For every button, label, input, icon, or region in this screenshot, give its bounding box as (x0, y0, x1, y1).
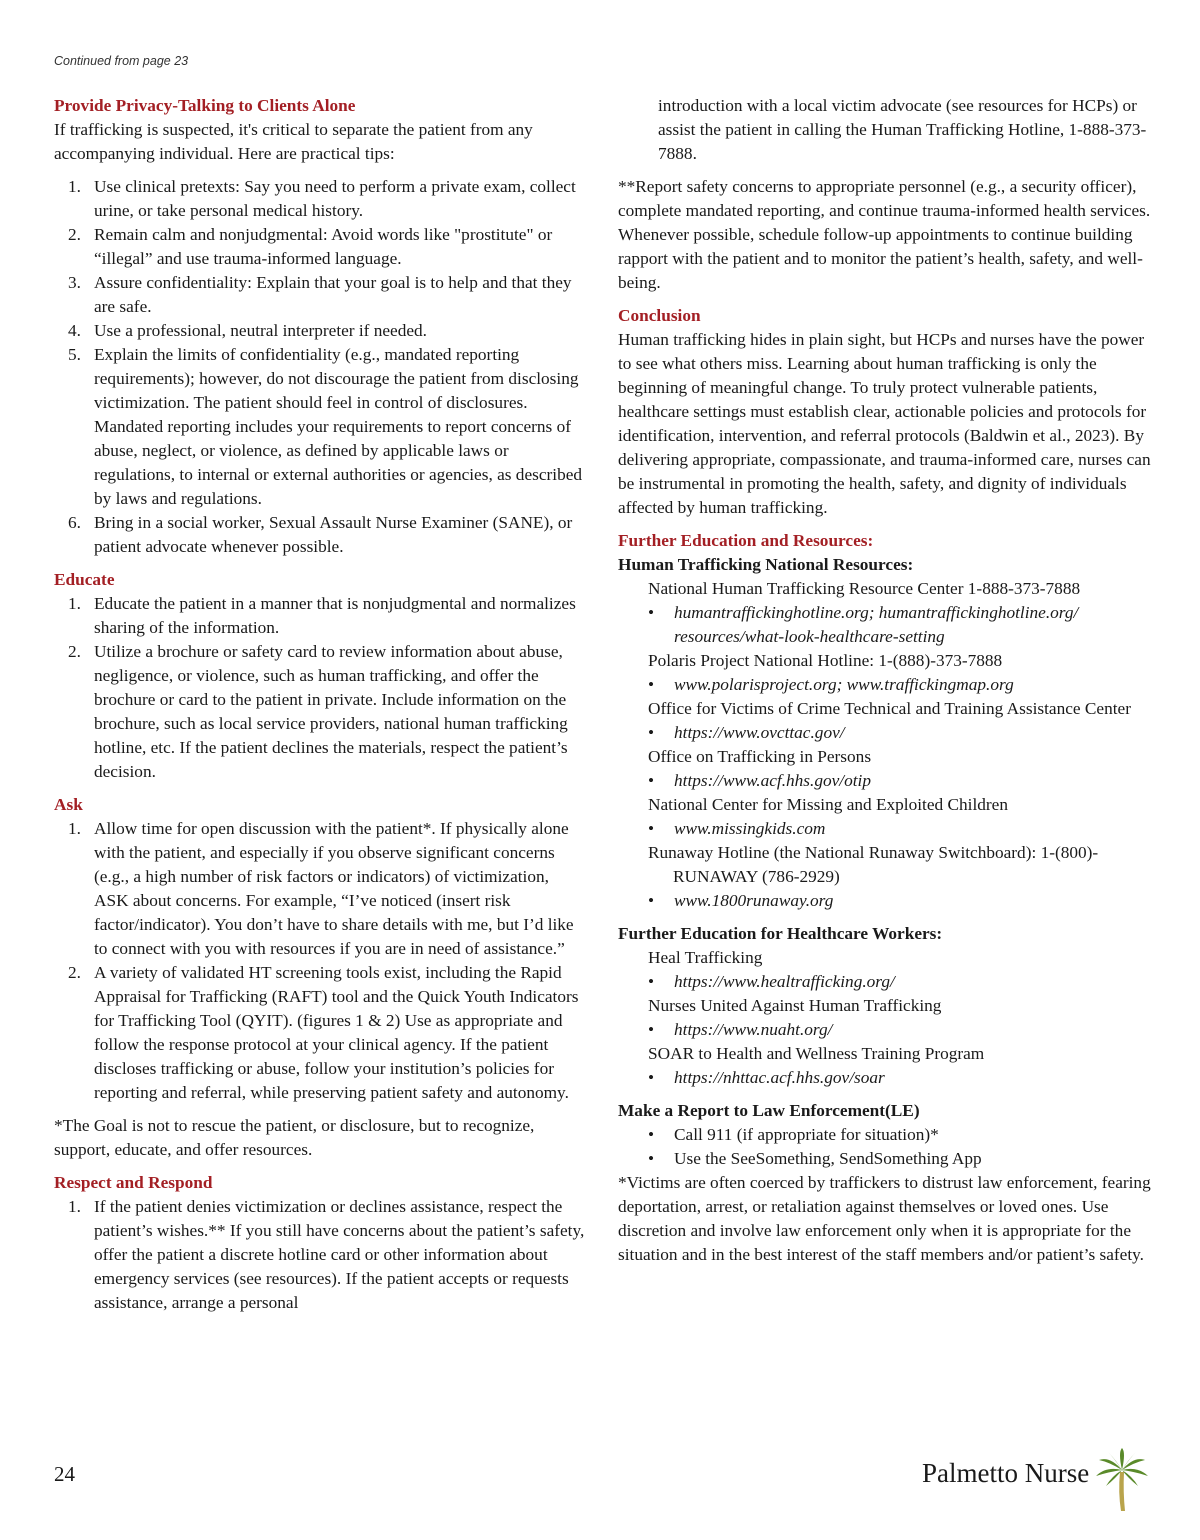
item-text: A variety of validated HT screening tools exist, including the Rapid Appraisal for Trafficking (RAFT) tool and the Quick Youth Indicators for Trafficking Tool (QYIT). (figures 1 & 2) Use as appropriate and follow the response protocol at your clinical agency. If the patient discloses trafficking or abuse, follow your institution’s policies for reporting and referral, while preserving patient safety and autonomy. (94, 963, 579, 1102)
item-text: Utilize a brochure or safety card to review information about abuse, negligence, or violence, such as human trafficking, and offer the brochure or card to the patient in private. Include information on the brochure, such as local service providers, national human trafficking hotline, etc. If the patient declines the materials, respect the patient’s decision. (94, 642, 568, 781)
bullet: • (648, 1068, 655, 1087)
respect-heading: Respect and Respond (54, 1173, 213, 1192)
item-number: 3. (68, 273, 81, 292)
goal-note: *The Goal is not to rescue the patient, or disclosure, but to recognize, support, educate, and offer resources. (54, 1116, 535, 1159)
item-number: 1. (68, 1197, 81, 1216)
report-note: **Report safety concerns to appropriate personnel (e.g., a security officer), complete mandated reporting, and continue trauma-informed health services. Whenever possible, schedule follow-up appointments to continue building rapport with the patient and to monitor the patient’s health, safety, and well-being. (618, 177, 1151, 292)
item-text: Educate the patient in a manner that is nonjudgmental and normalizes sharing of the information. (94, 594, 576, 637)
resource-link-text: www.polarisproject.org; www.traffickingmap.org (674, 675, 1014, 694)
resource-link[interactable] (618, 1018, 1154, 1042)
item-number: 1. (68, 819, 81, 838)
list-item (54, 223, 586, 271)
list-item (54, 817, 586, 961)
item-number: 2. (68, 963, 81, 982)
right-column (618, 94, 1154, 1267)
item-text: If the patient denies victimization or declines assistance, respect the patient’s wishes.** If you still have concerns about the patient’s safety, offer the patient a discrete hotline card or other information about emergency services (see resources). If the patient accepts or requests assistance, arrange a personal (94, 1197, 585, 1312)
privacy-heading: Provide Privacy-Talking to Clients Alone (54, 96, 356, 115)
law-enforcement-note: *Victims are often coerced by traffickers to distrust law enforcement, fearing deportation, arrest, or retaliation against themselves or loved ones. Use discretion and involve law enforcement only when it is appropriate for the situation and in the best interest of the staff members and/or patient’s safety. (618, 1173, 1151, 1264)
bullet: • (648, 771, 655, 790)
resource-link-text: https://www.ovcttac.gov/ (674, 723, 845, 742)
list-item (54, 319, 586, 343)
item-number: 5. (68, 345, 81, 364)
conclusion-text: Human trafficking hides in plain sight, but HCPs and nurses have the power to see what others miss. Learning about human trafficking is only the beginning of meaningful change. To truly protect vulnerable patients, healthcare settings must establish clear, actionable policies and protocols for identification, intervention, and referral protocols (Baldwin et al., 2023). By delivering appropriate, compassionate, and trauma-informed care, nurses can be instrumental in promoting the health, safety, and dignity of individuals affected by human trafficking. (618, 330, 1151, 517)
bullet: • (648, 819, 655, 838)
conclusion-heading: Conclusion (618, 306, 701, 325)
resource-link-text: https://www.healtrafficking.org/ (674, 972, 895, 991)
item-text: Assure confidentiality: Explain that your goal is to help and that they are safe. (94, 273, 572, 316)
left-column (54, 94, 586, 1315)
educate-heading: Educate (54, 570, 115, 589)
resource-link-text: www.1800runaway.org (674, 891, 834, 910)
bullet: • (648, 972, 655, 991)
list-item (54, 640, 586, 784)
palmetto-tree-icon (1096, 1448, 1148, 1514)
resource-link-text: https://www.acf.hhs.gov/otip (674, 771, 871, 790)
list-item (54, 592, 586, 640)
resource-link[interactable] (618, 1066, 1154, 1090)
resource-link[interactable] (618, 769, 1154, 793)
resource-link[interactable] (618, 601, 1154, 649)
privacy-intro: If trafficking is suspected, it's critical to separate the patient from any accompanying individual. Here are practical tips: (54, 120, 533, 163)
item-text: Allow time for open discussion with the patient*. If physically alone with the patient, and especially if you observe significant concerns (e.g., a high number of risk factors or indicators) of victimization, ASK about concerns. For example, “I’ve noticed (insert risk factor/indicator). You don’t have to share details with me, but I’d like to connect with you with resources if you are in need of assistance.” (94, 819, 574, 958)
national-resources-heading: Human Trafficking National Resources: (618, 555, 914, 574)
list-item (618, 1123, 1154, 1147)
resource-name: Heal Trafficking (648, 948, 763, 967)
resource-name: Office on Trafficking in Persons (648, 747, 872, 766)
item-number: 4. (68, 321, 81, 340)
resource-name: Office for Victims of Crime Technical and Training Assistance Center (648, 699, 1131, 718)
respect-list (54, 1195, 586, 1315)
resource-link[interactable] (618, 673, 1154, 697)
privacy-list (54, 175, 586, 559)
bullet: • (648, 675, 655, 694)
continued-note: Continued from page 23 (54, 54, 189, 68)
ask-list (54, 817, 586, 1105)
item-text: Call 911 (if appropriate for situation)* (674, 1125, 939, 1144)
item-number: 2. (68, 225, 81, 244)
respect-continuation: introduction with a local victim advocate (see resources for HCPs) or assist the patient in calling the Human Trafficking Hotline, 1-888-373-7888. (658, 96, 1147, 163)
list-item (54, 511, 586, 559)
hcw-heading: Further Education for Healthcare Workers: (618, 924, 943, 943)
list-item (54, 175, 586, 223)
resource-link[interactable] (618, 970, 1154, 994)
brand-name: Palmetto Nurse (922, 1458, 1090, 1488)
list-item (54, 1195, 586, 1315)
list-item (618, 1147, 1154, 1171)
item-number: 2. (68, 642, 81, 661)
resource-name: National Human Trafficking Resource Center 1-888-373-7888 (648, 579, 1081, 598)
resource-name: SOAR to Health and Wellness Training Program (648, 1044, 985, 1063)
bullet: • (648, 1149, 655, 1168)
item-number: 6. (68, 513, 81, 532)
list-item (54, 343, 586, 511)
item-number: 1. (68, 594, 81, 613)
resource-link[interactable] (618, 889, 1154, 913)
list-item (54, 271, 586, 319)
bullet: • (648, 1125, 655, 1144)
bullet: • (648, 603, 655, 622)
item-text: Use clinical pretexts: Say you need to perform a private exam, collect urine, or take personal medical history. (94, 177, 576, 220)
resource-name: Nurses United Against Human Trafficking (648, 996, 942, 1015)
item-text: Use the SeeSomething, SendSomething App (674, 1149, 982, 1168)
law-enforcement-heading: Make a Report to Law Enforcement(LE) (618, 1101, 920, 1120)
list-item (54, 961, 586, 1105)
further-resources-heading: Further Education and Resources: (618, 531, 874, 550)
resource-link-text: https://www.nuaht.org/ (674, 1020, 833, 1039)
resource-link[interactable] (618, 817, 1154, 841)
resource-link-text: www.missingkids.com (674, 819, 826, 838)
item-number: 1. (68, 177, 81, 196)
ask-heading: Ask (54, 795, 83, 814)
resource-name: Polaris Project National Hotline: 1-(888)-373-7888 (648, 651, 1003, 670)
item-text: Use a professional, neutral interpreter if needed. (94, 321, 428, 340)
page-number: 24 (54, 1462, 75, 1486)
bullet: • (648, 1020, 655, 1039)
resource-link[interactable] (618, 721, 1154, 745)
resource-link-text: humantraffickinghotline.org; humantraffickinghotline.org/ resources/what-look-healthcare-setting (674, 603, 1079, 646)
bullet: • (648, 891, 655, 910)
item-text: Bring in a social worker, Sexual Assault Nurse Examiner (SANE), or patient advocate whenever possible. (94, 513, 573, 556)
item-text: Explain the limits of confidentiality (e.g., mandated reporting requirements); however, do not discourage the patient from disclosing victimization. The patient should feel in control of disclosures. Mandated reporting includes your requirements to report concerns of abuse, neglect, or violence, as defined by applicable laws or regulations, to internal or external authorities or agencies, as described by laws and regulations. (94, 345, 583, 508)
resource-name: Runaway Hotline (the National Runaway Switchboard): 1-(800)-RUNAWAY (786-2929) (648, 843, 1099, 886)
resource-link-text: https://nhttac.acf.hhs.gov/soar (674, 1068, 885, 1087)
resource-name: National Center for Missing and Exploited Children (648, 795, 1008, 814)
bullet: • (648, 723, 655, 742)
item-text: Remain calm and nonjudgmental: Avoid words like "prostitute" or “illegal” and use trauma-informed language. (94, 225, 553, 268)
educate-list (54, 592, 586, 784)
